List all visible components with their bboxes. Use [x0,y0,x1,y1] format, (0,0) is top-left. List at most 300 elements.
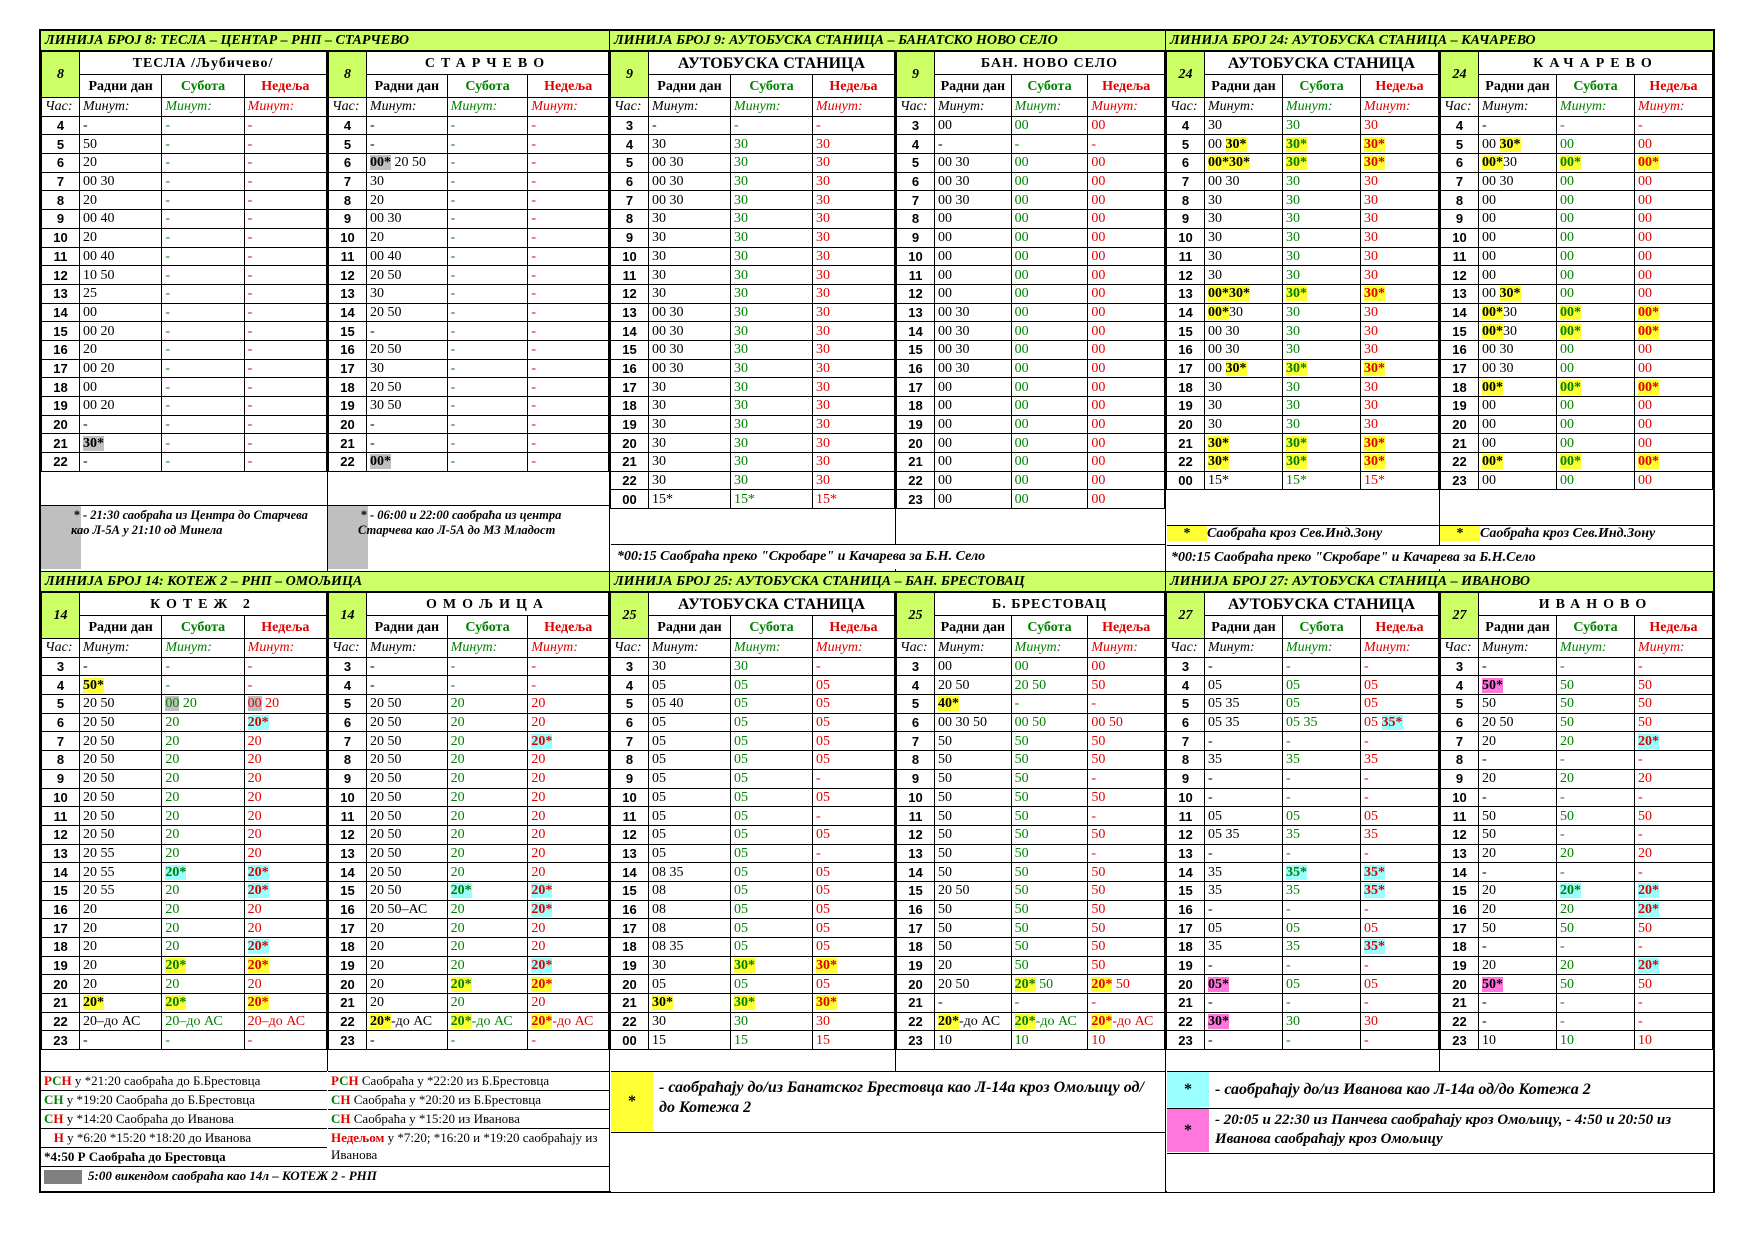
table-row [42,807,327,826]
weekday-cell: 20 50 [935,676,1012,695]
saturday-cell: - [447,340,528,359]
weekday-cell: 00 30 [649,191,731,210]
weekday-cell: - [80,657,162,676]
saturday-cell: 20* [447,975,528,994]
weekday-cell: 30 [649,378,731,397]
hour-cell: 16 [1441,900,1479,919]
sunday-cell: 30 [813,228,895,247]
weekday-cell: 50 [1479,825,1557,844]
saturday-cell: - [447,135,528,154]
hour-cell: 14 [611,863,649,882]
hour-cell: 23 [1441,471,1479,490]
weekday-cell: 00 [935,228,1012,247]
sunday-cell: 30 [813,471,895,490]
minute-label: Минут: [1557,639,1635,658]
table-row [1441,881,1713,900]
weekday-cell: 20 [1479,956,1557,975]
weekday-cell: 50 [935,732,1012,751]
saturday-cell: - [1557,938,1635,957]
hour-cell: 7 [1167,732,1205,751]
weekday-cell: 50 [935,807,1012,826]
weekday-cell: 20 55 [80,881,162,900]
weekday-cell: 20 [80,228,162,247]
saturday-cell: 35* [1283,863,1361,882]
sunday-cell: - [1361,900,1439,919]
weekday-cell: 50 [935,900,1012,919]
hour-cell: 15 [897,340,935,359]
hour-cell: 11 [329,247,367,266]
weekday-cell: 00 [935,657,1012,676]
hour-cell: 9 [1167,769,1205,788]
saturday-cell: 00 [1557,172,1635,191]
saturday-cell: 50 [1011,956,1088,975]
table-row [1167,844,1439,863]
hour-cell: 6 [611,713,649,732]
sunday-cell: - [528,378,609,397]
saturday-cell: - [1557,751,1635,770]
p9a-table [610,51,895,509]
hour-cell: 11 [42,247,80,266]
saturday-cell: 30 [731,284,813,303]
sunday-cell: 05 [1361,975,1439,994]
weekday-cell: 25 [80,284,162,303]
hour-cell: 21 [1167,434,1205,453]
saturday-cell: - [1557,788,1635,807]
saturday-cell: 00 [1557,471,1635,490]
weekday-cell: 00 30 [649,322,731,341]
table-row [897,732,1165,751]
stop-name: Б. БРЕСТОВАЦ [935,593,1165,616]
table-row [1167,191,1439,210]
table-row [1167,340,1439,359]
table-row [1167,751,1439,770]
note-line-9: *00:15 Саобраћа преко "Скробаре" и Качарева за Б.Н. Село [611,544,1165,569]
saturday-cell: 00 [1557,434,1635,453]
weekday-cell: 30* [1205,1012,1283,1031]
weekday-cell: 00 [1479,397,1557,416]
weekday-cell: - [1205,994,1283,1013]
hour-cell: 15 [329,322,367,341]
weekday-cell: 50 [935,788,1012,807]
sunday-cell: - [1635,825,1713,844]
hour-cell: 16 [611,359,649,378]
panel-bus-station-25 [610,592,895,1071]
sunday-cell: 20 [528,938,609,957]
weekday-cell: 00 30 50 [935,713,1012,732]
saturday-cell: - [162,378,244,397]
table-row [329,266,609,285]
sunday-cell: - [1088,695,1165,714]
table-row [42,881,327,900]
saturday-cell: 05 [731,713,813,732]
table-row [897,695,1165,714]
saturday-cell: - [731,116,813,135]
weekday-cell: - [1479,657,1557,676]
table-row [42,415,327,434]
sunday-cell: 20 [528,919,609,938]
hour-cell: 9 [42,769,80,788]
weekday-cell: 00 [935,415,1012,434]
table-row [329,956,609,975]
hour-cell: 5 [42,695,80,714]
sunday-cell: 00 [1088,247,1165,266]
sunday-cell: 50 [1635,975,1713,994]
hour-cell: 22 [1441,1012,1479,1031]
saturday-cell: - [162,191,244,210]
saturday-cell: 00 [1011,210,1088,229]
hour-cell: 17 [1441,919,1479,938]
sunday-cell: - [528,657,609,676]
saturday-cell: 00* [1557,154,1635,173]
sunday-cell: 20 [244,919,326,938]
weekday-cell: 00 40 [80,247,162,266]
hour-cell: 8 [42,751,80,770]
sunday-cell: 30 [1361,1012,1439,1031]
hour-cell: 12 [42,825,80,844]
weekday-cell: 20–до АС [80,1012,162,1031]
hour-cell: 7 [329,172,367,191]
sunday-cell: - [244,172,326,191]
weekday-cell: 30 [649,210,731,229]
hour-cell: 20 [329,975,367,994]
table-row [42,713,327,732]
table-row [1167,378,1439,397]
hour-cell: 12 [611,825,649,844]
hour-cell: 5 [611,154,649,173]
sunday-cell: - [244,154,326,173]
hour-cell: 22 [897,471,935,490]
weekday-cell: - [1205,788,1283,807]
weekday-cell: 00 30 [649,154,731,173]
weekday-cell: 05 [1205,919,1283,938]
sunday-cell: 05 [1361,919,1439,938]
minute-label: Минут: [447,639,528,658]
weekday-cell: 00*30 [1479,303,1557,322]
p8b-table [328,51,609,472]
table-row [897,994,1165,1013]
sunday-cell: 00 [1635,228,1713,247]
weekday-cell: 00 30 [935,359,1012,378]
line-8-header: ЛИНИЈА БРОЈ 8: ТЕСЛА – ЦЕНТАР – РНП – СТАРЧЕВО [41,31,609,51]
sunday-cell: 05 [813,713,895,732]
saturday-cell: 50 [1011,751,1088,770]
sunday-cell: - [528,322,609,341]
table-row [329,303,609,322]
sunday-cell: 50 [1088,938,1165,957]
saturday-cell: - [447,415,528,434]
saturday-cell: 00* [1557,453,1635,472]
minute-label: Минут: [80,98,162,117]
sunday-cell: 20* [1635,900,1713,919]
weekday-cell: 20 [367,228,448,247]
table-row [1441,303,1713,322]
sunday-cell: - [1635,657,1713,676]
table-row [1167,247,1439,266]
saturday-cell: 20 [447,919,528,938]
hour-cell: 12 [1441,266,1479,285]
line-14-notes-footer: 5:00 викендом саобраћа као 14л – КОТЕЖ 2 - РНП [41,1166,609,1185]
sunday-cell: 50 [1088,676,1165,695]
saturday-cell: 00 [1011,191,1088,210]
table-row [42,266,327,285]
weekday-cell: 00 [1479,415,1557,434]
saturday-cell: - [162,434,244,453]
weekday-cell: 05 [649,844,731,863]
sunday-cell: - [528,434,609,453]
line-8-block [41,31,609,571]
table-row [611,676,895,695]
hour-cell: 3 [1167,657,1205,676]
weekday-cell: 20 55 [80,844,162,863]
sunday-cell: 00 [1635,191,1713,210]
saturday-cell: 20* [162,956,244,975]
saturday-cell: - [447,397,528,416]
saturday-cell: 05 [731,919,813,938]
sunday-cell: 00 [1088,116,1165,135]
table-row [329,863,609,882]
hour-cell: 7 [42,732,80,751]
minute-label: Минут: [80,639,162,658]
sunday-cell: - [1361,956,1439,975]
hour-cell: 14 [897,322,935,341]
table-row [1441,919,1713,938]
sunday-cell: 20 [528,788,609,807]
weekday-cell: 20 50 [80,788,162,807]
hour-cell: 5 [611,695,649,714]
hour-cell: 23 [897,1031,935,1050]
weekday-cell: 50 [1479,695,1557,714]
hour-cell: 8 [1167,751,1205,770]
saturday-cell: - [447,284,528,303]
hour-cell: 18 [1441,938,1479,957]
table-row [611,340,895,359]
hour-cell: 21 [1441,994,1479,1013]
table-row [1167,769,1439,788]
note-line-24-a: * Саобраћа кроз Сев.Инд.Зону [1167,525,1439,544]
day-sunday: Недеља [813,75,895,98]
table-row [329,695,609,714]
hour-cell: 15 [42,322,80,341]
note-line-8-tesla: * - 21:30 саобраћа из Центра до Старчева као Л-5А у 21:10 од Минела [41,505,327,569]
saturday-cell: 30 [1283,340,1361,359]
hour-cell: 20 [1167,415,1205,434]
p25b-table [896,592,1165,1050]
saturday-cell: 00 [1557,397,1635,416]
saturday-cell: 30 [731,340,813,359]
saturday-cell: 20 [162,807,244,826]
sunday-cell: - [528,415,609,434]
hour-cell: 4 [42,676,80,695]
hour-cell: 11 [1441,807,1479,826]
saturday-cell: - [447,247,528,266]
hour-cell: 10 [897,788,935,807]
hour-cell: 10 [611,247,649,266]
table-row [329,210,609,229]
table-row [1441,247,1713,266]
weekday-cell: 20 50 [367,695,448,714]
table-row [42,825,327,844]
saturday-cell: 05 [731,695,813,714]
saturday-cell: - [162,340,244,359]
table-row [42,172,327,191]
saturday-cell: 30* [1283,154,1361,173]
weekday-cell: 20 [367,191,448,210]
weekday-cell: 00 [935,284,1012,303]
weekday-cell: 05 [649,807,731,826]
weekday-cell: 30 [367,172,448,191]
sunday-cell: 05 [813,695,895,714]
sunday-cell: 30 [1361,116,1439,135]
saturday-cell: 05 [1283,975,1361,994]
table-row [611,900,895,919]
sunday-cell: 00 [1088,359,1165,378]
sunday-cell: 00 [1635,172,1713,191]
weekday-cell: - [367,676,448,695]
hour-cell: 16 [1167,340,1205,359]
saturday-cell: - [447,303,528,322]
table-row [1441,340,1713,359]
saturday-cell: 50 [1557,807,1635,826]
sunday-cell: 00* [1635,303,1713,322]
weekday-cell: 30 [649,415,731,434]
hour-label: Час: [1167,639,1205,658]
hour-cell: 4 [329,116,367,135]
minute-label: Минут: [813,639,895,658]
minute-label: Минут: [1283,639,1361,658]
weekday-cell: 00*30* [1205,154,1283,173]
minute-label: Минут: [367,639,448,658]
hour-cell: 10 [42,228,80,247]
sunday-cell: 30 [1361,322,1439,341]
saturday-cell: 00 [1557,247,1635,266]
table-row [1441,154,1713,173]
weekday-cell: 05 [1205,807,1283,826]
saturday-cell: - [447,1031,528,1050]
saturday-cell: 00 [1011,453,1088,472]
table-row [1167,116,1439,135]
hour-cell: 3 [611,657,649,676]
saturday-cell: 15* [1283,471,1361,490]
saturday-cell: 00 [1011,657,1088,676]
day-weekday: Радни дан [649,75,731,98]
sunday-cell: 30 [813,135,895,154]
hour-cell: 12 [897,825,935,844]
table-row [1441,975,1713,994]
hour-cell: 5 [329,695,367,714]
hour-cell: 21 [329,434,367,453]
hour-cell: 8 [42,191,80,210]
saturday-cell: 00* [1557,303,1635,322]
table-row [329,938,609,957]
hour-cell: 10 [329,788,367,807]
p25a-table [610,592,895,1050]
saturday-cell: - [162,303,244,322]
table-row [1441,732,1713,751]
hour-cell: 6 [1441,713,1479,732]
sunday-cell: 15* [1361,471,1439,490]
hour-cell: 9 [897,228,935,247]
saturday-cell: 50 [1557,676,1635,695]
weekday-cell: 05* [1205,975,1283,994]
weekday-cell: 20 [367,938,448,957]
saturday-cell: 20*-до АС [447,1012,528,1031]
hour-cell: 22 [611,471,649,490]
saturday-cell: 20 [162,975,244,994]
day-weekday: Радни дан [649,616,731,639]
minute-label: Минут: [1088,639,1165,658]
saturday-cell: - [162,228,244,247]
sunday-cell: 30 [1361,415,1439,434]
hour-cell: 4 [611,676,649,695]
hour-cell: 21 [42,434,80,453]
hour-cell: 6 [42,154,80,173]
saturday-cell: 20 [162,751,244,770]
hour-cell: 21 [611,994,649,1013]
day-saturday: Субота [1011,75,1088,98]
table-row [611,135,895,154]
hour-label: Час: [897,98,935,117]
hour-cell: 6 [1167,154,1205,173]
table-row [897,172,1165,191]
table-row [1167,210,1439,229]
panel-kotez-2 [41,592,327,1071]
saturday-cell: 20 [447,788,528,807]
saturday-cell: 05 [731,938,813,957]
p14b-table [328,592,609,1050]
sunday-cell: 50 [1635,919,1713,938]
weekday-cell: 30* [1205,434,1283,453]
sunday-cell: - [244,453,326,472]
sunday-cell: 05 [1361,695,1439,714]
saturday-cell: - [162,116,244,135]
sunday-cell: - [528,303,609,322]
hour-cell: 11 [611,266,649,285]
sunday-cell: 00 [1635,135,1713,154]
hour-label: Час: [329,639,367,658]
saturday-cell: - [162,154,244,173]
minute-label: Минут: [244,98,326,117]
minute-label: Минут: [367,98,448,117]
sunday-cell: 30 [813,322,895,341]
saturday-cell: 05 [731,975,813,994]
weekday-cell: 05 [1205,676,1283,695]
saturday-cell: - [447,453,528,472]
table-row [611,247,895,266]
weekday-cell: 20 50 [367,769,448,788]
hour-cell: 18 [611,938,649,957]
hour-cell: 13 [1441,844,1479,863]
line-number: 8 [42,52,80,98]
hour-cell: 13 [42,284,80,303]
weekday-cell: 00 30 [1479,340,1557,359]
saturday-cell: 20 [447,994,528,1013]
saturday-cell: 50 [1557,713,1635,732]
stop-name: АУТОБУСКА СТАНИЦА [649,593,895,616]
sunday-cell: - [1361,657,1439,676]
table-row [329,228,609,247]
weekday-cell: 05 [649,676,731,695]
hour-cell: 11 [1441,247,1479,266]
line-27-note-empty [1167,1153,1713,1192]
table-row [611,359,895,378]
saturday-cell: - [1283,956,1361,975]
hour-cell: 14 [329,303,367,322]
table-row [897,135,1165,154]
saturday-cell: - [1283,844,1361,863]
table-row [42,210,327,229]
table-row [1441,751,1713,770]
sunday-cell: - [244,284,326,303]
